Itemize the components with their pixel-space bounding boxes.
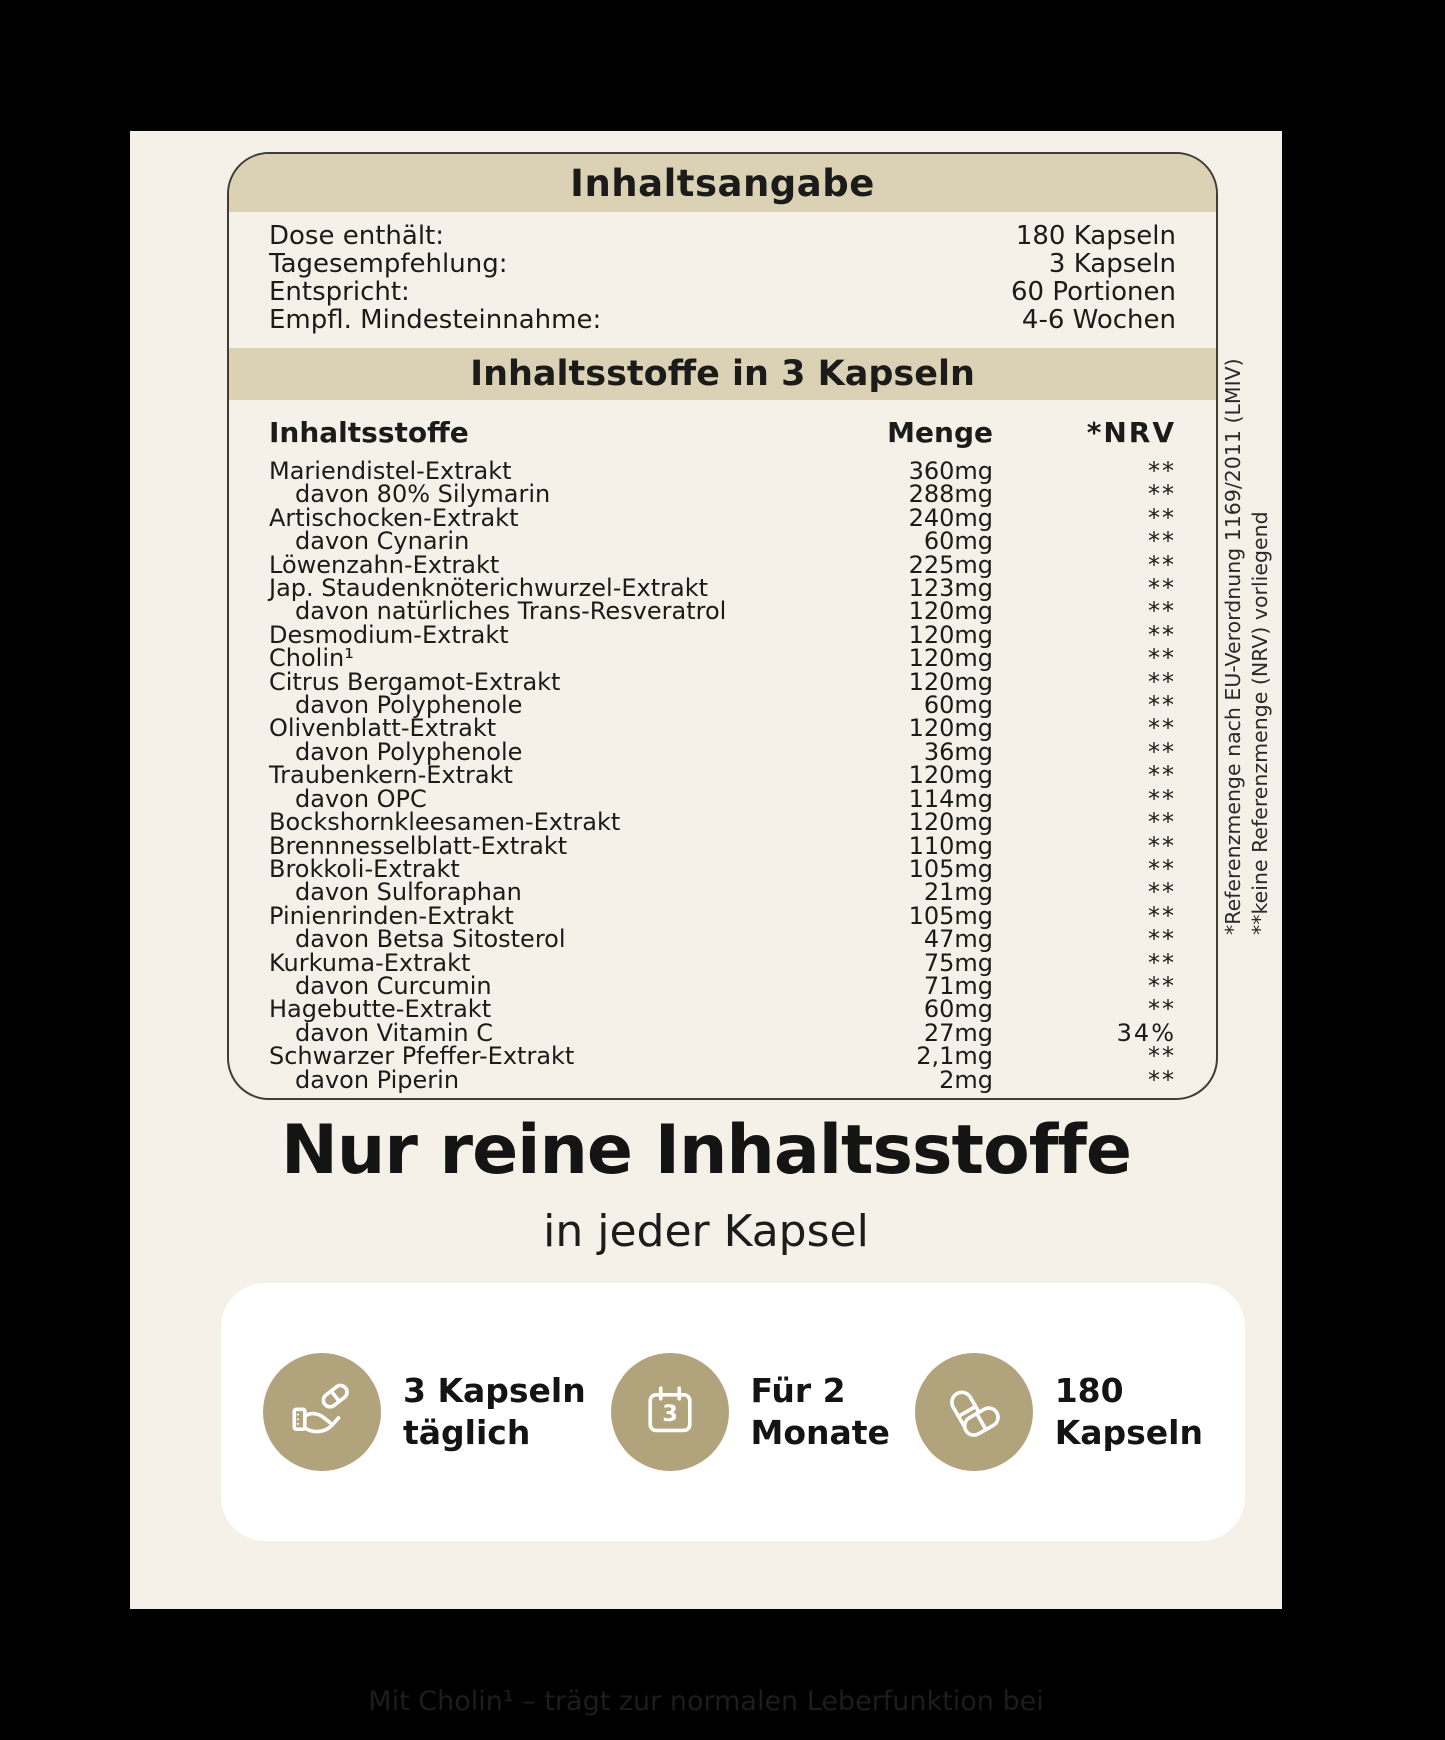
card-header-band — [229, 154, 1216, 212]
ingredient-amount: 123mg — [908, 574, 993, 603]
ingredient-amount: 120mg — [908, 644, 993, 673]
dose-row — [269, 278, 1176, 306]
ingredient-name: Mariendistel-Extrakt — [269, 457, 512, 485]
page-subheadline: in jeder Kapsel — [543, 1206, 869, 1257]
ingredient-amount: 288mg — [908, 480, 993, 509]
ingredient-amount: 2,1mg — [916, 1042, 993, 1071]
calendar-icon-number: 3 — [661, 1401, 678, 1428]
ingredient-amount: 120mg — [908, 597, 993, 626]
table-header-nrv: *NRV — [1086, 416, 1176, 449]
benefits-card — [221, 1283, 1245, 1541]
ingredient-name: davon Cynarin — [295, 527, 470, 556]
ingredient-name: Brennnesselblatt-Extrakt — [269, 831, 568, 860]
ingredient-amount: 60mg — [923, 995, 993, 1024]
side-note-line2: **keine Referenzmenge (NRV) vorliegend — [1248, 511, 1272, 935]
page-headline: Nur reine Inhaltsstoffe — [281, 1111, 1131, 1190]
ingredient-nrv: ** — [1148, 550, 1176, 579]
dose-row — [269, 250, 1176, 278]
ingredient-name: Citrus Bergamot-Extrakt — [269, 667, 561, 696]
ingredient-nrv: ** — [1148, 971, 1176, 1000]
label-page — [130, 131, 1282, 1717]
ingredient-nrv: ** — [1148, 878, 1176, 907]
ingredient-amount: 360mg — [908, 457, 993, 485]
ingredient-name: Desmodium-Extrakt — [269, 620, 509, 649]
badge-label-line1: Für 2 — [750, 1371, 846, 1410]
badge-label — [1055, 1370, 1203, 1454]
ingredient-amount: 120mg — [908, 761, 993, 790]
ingredient-amount: 21mg — [923, 878, 993, 907]
ingredient-name: davon Curcumin — [295, 971, 492, 1000]
ingredient-nrv: 34% — [1116, 1018, 1176, 1047]
ingredient-nrv: ** — [1148, 761, 1176, 790]
badge-label-line1: 3 Kapseln — [403, 1371, 586, 1410]
ingredient-nrv: ** — [1148, 597, 1176, 626]
dose-row — [269, 306, 1176, 334]
dose-label: Tagesempfehlung: — [269, 249, 508, 279]
ingredient-name: Jap. Staudenknöterichwurzel-Extrakt — [269, 574, 709, 603]
dose-value: 180 Kapseln — [1015, 221, 1176, 251]
ingredient-amount: 47mg — [923, 925, 993, 954]
dose-label: Empfl. Mindesteinnahme: — [269, 305, 602, 335]
ingredient-amount: 60mg — [923, 691, 993, 720]
ingredient-amount: 75mg — [923, 948, 993, 977]
ingredient-amount: 225mg — [908, 550, 993, 579]
hand-capsule-icon — [263, 1353, 381, 1471]
reference-side-note — [1220, 358, 1276, 935]
ingredient-nrv: ** — [1148, 691, 1176, 720]
ingredient-name: Cholin¹ — [269, 644, 354, 673]
ingredient-name: Pinienrinden-Extrakt — [269, 901, 514, 930]
badge-label-line2: Monate — [750, 1413, 890, 1452]
ingredient-amount: 105mg — [908, 901, 993, 930]
ingredient-nrv: ** — [1148, 527, 1176, 556]
ingredient-name: Olivenblatt-Extrakt — [269, 714, 497, 743]
ingredient-nrv: ** — [1148, 574, 1176, 603]
ingredient-nrv: ** — [1148, 1065, 1176, 1094]
ingredient-amount: 36mg — [923, 737, 993, 766]
ingredient-name: Artischocken-Extrakt — [269, 503, 519, 532]
ingredient-nrv: ** — [1148, 457, 1176, 485]
ingredient-amount: 105mg — [908, 854, 993, 883]
ingredient-nrv: ** — [1148, 901, 1176, 930]
ingredient-amount: 2mg — [939, 1065, 993, 1094]
dose-row — [269, 222, 1176, 250]
table-header-row — [269, 416, 1176, 450]
ingredients-band-title: Inhaltsstoffe in 3 Kapseln — [470, 354, 975, 394]
ingredient-nrv: ** — [1148, 737, 1176, 766]
ingredient-amount: 60mg — [923, 527, 993, 556]
badge-label-line1: 180 — [1054, 1371, 1124, 1410]
ingredient-row — [269, 1065, 1176, 1094]
ingredient-row — [269, 808, 1176, 837]
ingredient-amount: 120mg — [908, 667, 993, 696]
badge-label — [403, 1370, 586, 1454]
dose-info-section — [229, 212, 1216, 342]
ingredient-nrv: ** — [1148, 995, 1176, 1024]
ingredient-nrv: ** — [1148, 480, 1176, 509]
ingredient-rows — [269, 457, 1176, 1094]
ingredient-nrv: ** — [1148, 1042, 1176, 1071]
dose-value: 4-6 Wochen — [1021, 305, 1176, 335]
ingredients-table — [229, 400, 1216, 1098]
dose-value: 3 Kapseln — [1048, 249, 1176, 279]
badge-label-line2: Kapseln — [1054, 1413, 1203, 1452]
ingredient-name: Kurkuma-Extrakt — [269, 948, 471, 977]
ingredient-name: davon Betsa Sitosterol — [295, 925, 566, 954]
ingredient-name: davon Sulforaphan — [295, 878, 522, 907]
ingredient-row — [269, 620, 1176, 649]
dose-label: Dose enthält: — [269, 221, 444, 251]
ingredient-nrv: ** — [1148, 667, 1176, 696]
ingredients-card — [227, 152, 1218, 1100]
ingredient-nrv: ** — [1148, 784, 1176, 813]
ingredient-name: davon Polyphenole — [295, 737, 523, 766]
badge-label — [751, 1370, 890, 1454]
ingredient-nrv: ** — [1148, 831, 1176, 860]
ingredient-name: davon Polyphenole — [295, 691, 523, 720]
ingredient-amount: 71mg — [923, 971, 993, 1000]
ingredient-amount: 240mg — [908, 503, 993, 532]
ingredients-band — [229, 348, 1216, 400]
ingredient-name: Traubenkern-Extrakt — [269, 761, 513, 790]
ingredient-amount: 120mg — [908, 620, 993, 649]
table-header-name: Inhaltsstoffe — [269, 416, 469, 449]
ingredient-nrv: ** — [1148, 644, 1176, 673]
ingredient-amount: 114mg — [908, 784, 993, 813]
ingredient-amount: 120mg — [908, 808, 993, 837]
badge-daily-dose — [263, 1353, 586, 1471]
capsules-icon — [915, 1353, 1033, 1471]
table-header-menge: Menge — [887, 416, 993, 449]
card-title: Inhaltsangabe — [570, 161, 875, 205]
badge-duration — [611, 1353, 890, 1471]
ingredient-name: Löwenzahn-Extrakt — [269, 550, 500, 579]
ingredient-name: davon 80% Silymarin — [295, 480, 551, 509]
ingredient-nrv: ** — [1148, 808, 1176, 837]
ingredient-nrv: ** — [1148, 948, 1176, 977]
ingredient-name: davon natürliches Trans-Resveratrol — [295, 597, 727, 626]
cholin-footnote: Mit Cholin¹ – trägt zur normalen Leberfunktion bei — [368, 1686, 1044, 1717]
ingredient-name: Schwarzer Pfeffer-Extrakt — [269, 1042, 575, 1071]
side-note-line1: *Referenzmenge nach EU-Verordnung 1169/2011 (LMIV) — [1221, 358, 1245, 935]
ingredient-name: davon Vitamin C — [295, 1018, 493, 1047]
ingredient-name: Brokkoli-Extrakt — [269, 854, 460, 883]
badge-label-line2: täglich — [403, 1413, 531, 1452]
ingredient-name: davon Piperin — [295, 1065, 460, 1094]
calendar-icon — [611, 1353, 729, 1471]
ingredient-name: davon OPC — [295, 784, 427, 813]
ingredient-amount: 110mg — [908, 831, 993, 860]
badge-capsule-count — [915, 1353, 1203, 1471]
ingredient-nrv: ** — [1148, 503, 1176, 532]
ingredient-name: Hagebutte-Extrakt — [269, 995, 492, 1024]
ingredient-nrv: ** — [1148, 925, 1176, 954]
ingredient-name: Bockshornkleesamen-Extrakt — [269, 808, 621, 837]
dose-label: Entspricht: — [269, 277, 410, 307]
dose-value: 60 Portionen — [1011, 277, 1176, 307]
ingredient-amount: 27mg — [923, 1018, 993, 1047]
ingredient-amount: 120mg — [908, 714, 993, 743]
ingredient-nrv: ** — [1148, 854, 1176, 883]
ingredient-nrv: ** — [1148, 620, 1176, 649]
ingredient-nrv: ** — [1148, 714, 1176, 743]
